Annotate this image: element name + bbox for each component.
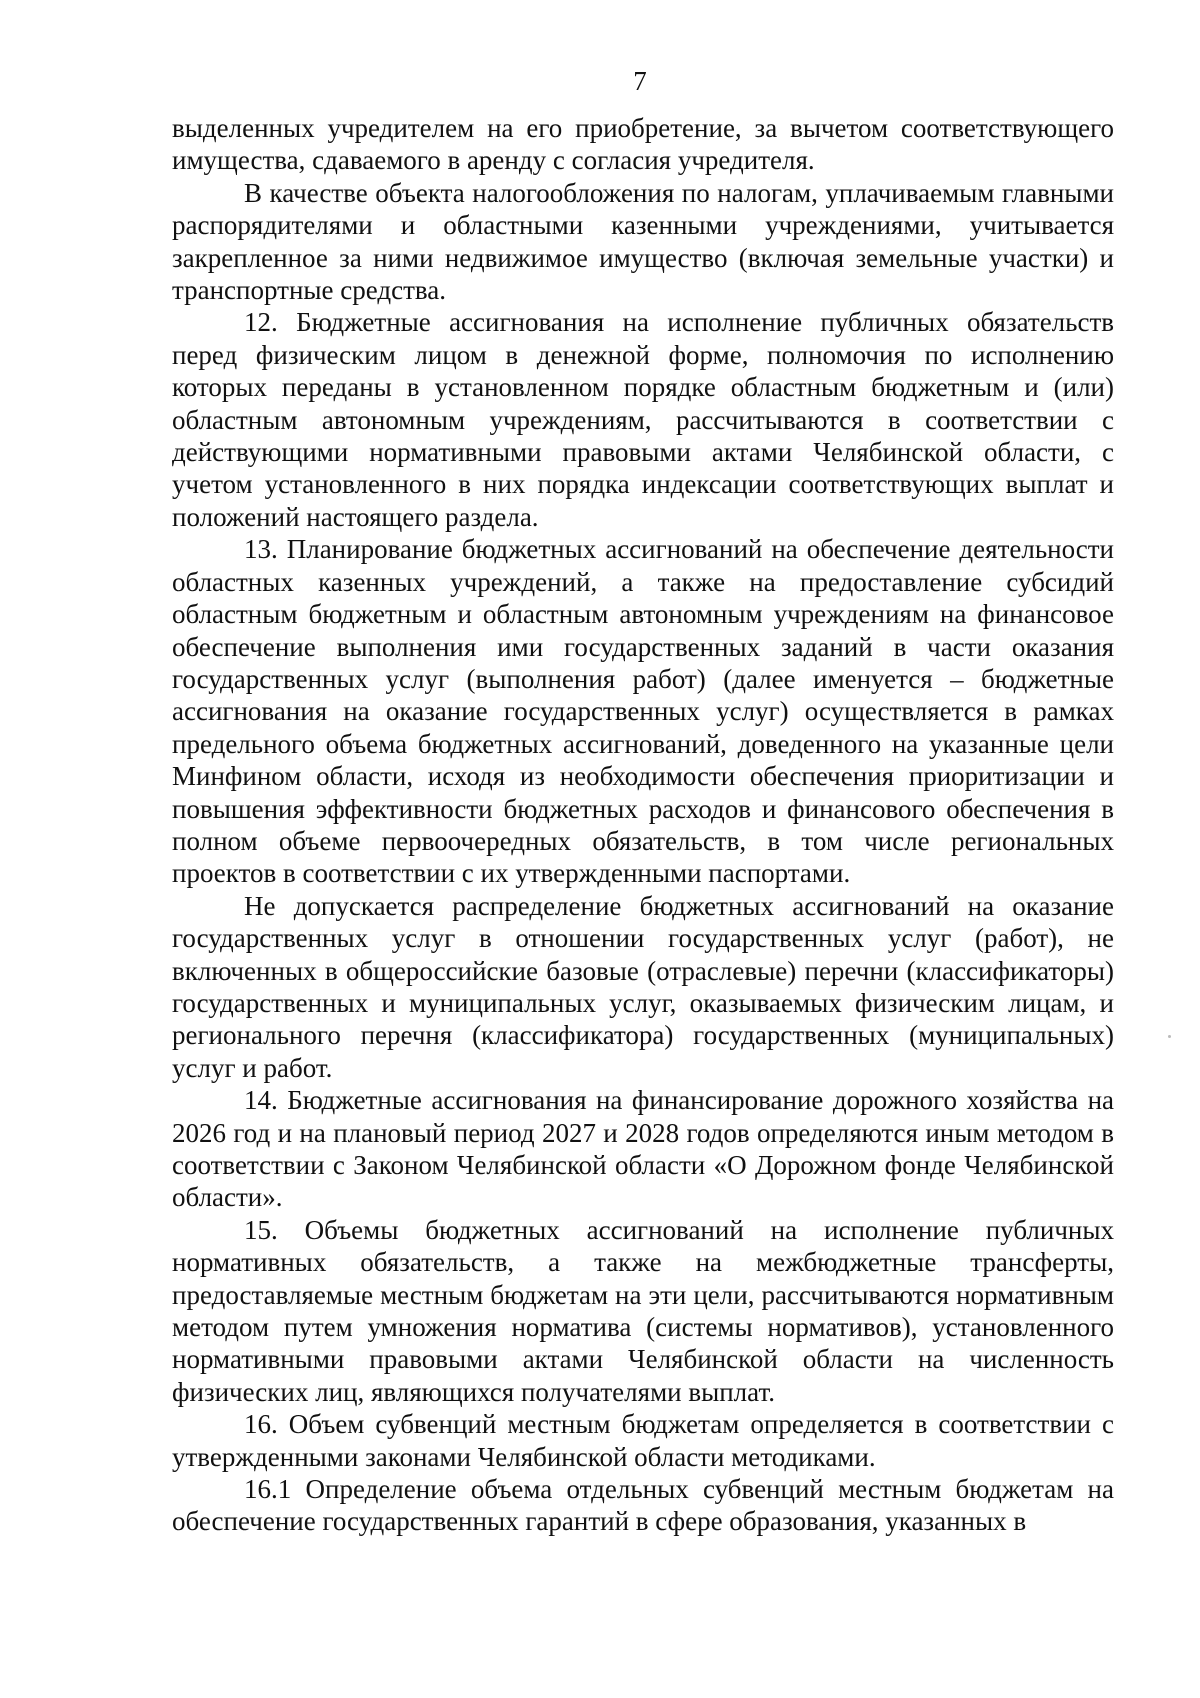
paragraph-item-16-1: 16.1 Определение объема отдельных субвенций местным бюджетам на обеспечение государственных гарантий в сфере образования, указанных в xyxy=(172,1474,1114,1537)
scan-speck xyxy=(1168,1035,1171,1038)
paragraph-item-12: 12. Бюджетные ассигнования на исполнение публичных обязательств перед физическим лицом в денежной форме, полномочия по исполнению которых переданы в установленном порядке областным бюджетным и (или) областным автономным учреждениям, рассчитываются в соответствии с действующими нормативными правовыми актами Челябинской области, с учетом установленного в них порядка индексации соответствующих выплат и положений настоящего раздела. xyxy=(172,307,1114,532)
paragraph-taxation: В качестве объекта налогообложения по налогам, уплачиваемым главными распорядителями и областными казенными учреждениями, учитывается закрепленное за ними недвижимое имущество (включая земельные участки) и транспортные средства. xyxy=(172,177,1114,306)
paragraph-item-16: 16. Объем субвенций местным бюджетам определяется в соответствии с утвержденными законами Челябинской области методиками. xyxy=(172,1409,1114,1472)
paragraph-item-14: 14. Бюджетные ассигнования на финансирование дорожного хозяйства на 2026 год и на плановый период 2027 и 2028 годов определяются иным методом в соответствии с Законом Челябинской области «О Дорожном фонде Челябинской области». xyxy=(172,1085,1114,1213)
page-number: 7 xyxy=(633,66,647,96)
paragraph-item-15: 15. Объемы бюджетных ассигнований на исполнение публичных нормативных обязательств, а также на межбюджетные трансферты, предоставляемые местным бюджетам на эти цели, рассчитываются нормативным методом путем умножения норматива (системы нормативов), установленного нормативными правовыми актами Челябинской области на численность физических лиц, являющихся получателями выплат. xyxy=(172,1214,1114,1407)
paragraph-continuation: выделенных учредителем на его приобретение, за вычетом соответствующего имущества, сдаваемого в аренду с согласия учредителя. xyxy=(172,113,1114,176)
paragraph-item-13: 13. Планирование бюджетных ассигнований на обеспечение деятельности областных казенных учреждений, а также на предоставление субсидий областным бюджетным и областным автономным учреждениям на финансовое обеспечение выполнения ими государственных заданий в части оказания государственных услуг (выполнения работ) (далее именуется – бюджетные ассигнования на оказание государственных услуг) осуществляется в рамках предельного объема бюджетных ассигнований, доведенного на указанные цели Минфином области, исходя из необходимости обеспечения приоритизации и повышения эффективности бюджетных расходов и финансового обеспечения в полном объеме первоочередных обязательств, в том числе региональных проектов в соответствии с их утвержденными паспортами. xyxy=(172,534,1114,889)
document-body xyxy=(172,112,1114,1538)
paragraph-not-allowed: Не допускается распределение бюджетных ассигнований на оказание государственных услуг в отношении государственных услуг (работ), не включенных в общероссийские базовые (отраслевые) перечни (классификаторы) государственных и муниципальных услуг, оказываемых физическим лицам, и регионального перечня (классификатора) государственных (муниципальных) услуг и работ. xyxy=(172,890,1114,1083)
